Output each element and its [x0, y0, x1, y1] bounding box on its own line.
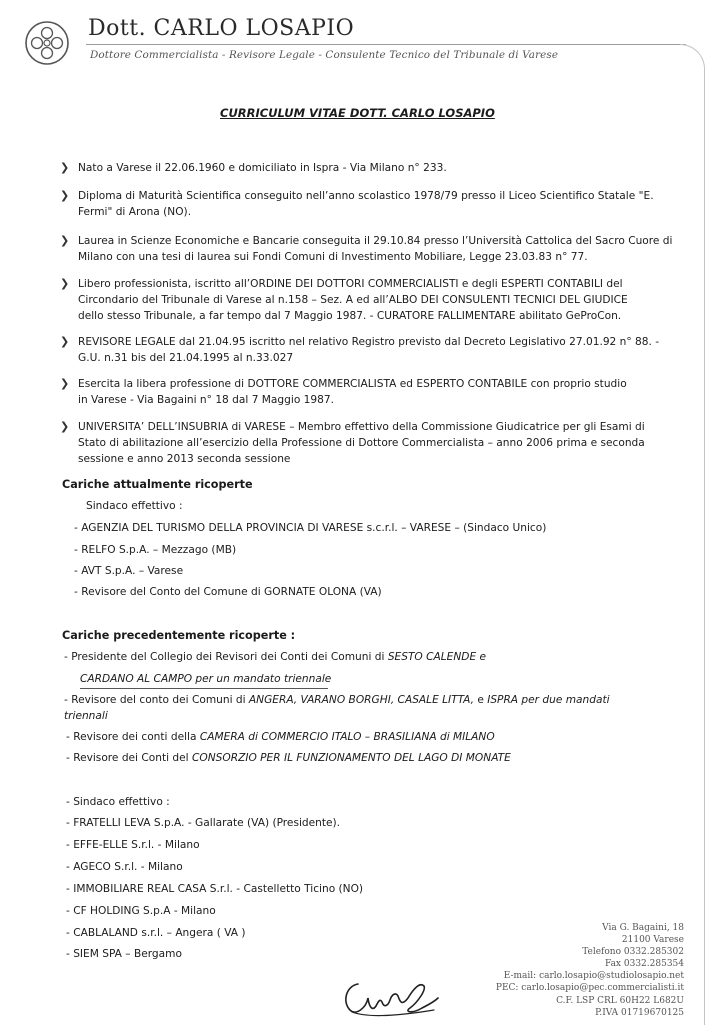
contact-line: C.F. LSP CRL 60H22 L682U	[556, 995, 684, 1006]
bullet-mark-icon: ❯	[60, 234, 70, 247]
bullet-line: Diploma di Maturità Scientifica conseguito nell’anno scolastico 1978/79 presso il Liceo Scientifico Statale "E.	[78, 190, 654, 202]
list-item: - EFFE-ELLE S.r.l. - Milano	[66, 839, 200, 851]
bullet-line: sessione e anno 2013 seconda sessione	[78, 453, 291, 465]
text: ANGERA, VARANO BORGHI, CASALE LITTA,	[248, 694, 478, 706]
handwritten-signature	[338, 972, 442, 1022]
previous-line-3	[66, 731, 495, 743]
list-item: - AGENZIA DEL TURISMO DELLA PROVINCIA DI VARESE s.c.r.l. – VARESE – (Sindaco Unico)	[74, 522, 547, 534]
underline-rule	[80, 688, 328, 689]
bullet-mark-icon: ❯	[60, 335, 70, 348]
bullet-mark-icon: ❯	[60, 161, 70, 174]
list-item: - FRATELLI LEVA S.p.A. - Gallarate (VA) (Presidente).	[66, 817, 341, 829]
previous-sindaco-label: - Sindaco effettivo :	[66, 796, 170, 808]
list-item: - Revisore del Conto del Comune di GORNATE OLONA (VA)	[74, 586, 382, 598]
text: - Revisore dei conti della	[66, 731, 200, 743]
contact-line: E-mail: carlo.losapio@studiolosapio.net	[503, 971, 684, 982]
logo-emblem-icon	[24, 20, 70, 66]
letterhead-name: Dott. CARLO LOSAPIO	[88, 16, 355, 41]
contact-block	[496, 922, 684, 1019]
text: SESTO CALENDE e	[387, 651, 487, 663]
bullet-item	[78, 276, 652, 324]
list-item: - AGECO S.r.l. - Milano	[66, 861, 183, 873]
text: CAMERA di COMMERCIO ITALO – BRASILIANA di MILANO	[199, 731, 495, 743]
letterhead-rule	[86, 44, 686, 45]
list-item: - RELFO S.p.A. – Mezzago (MB)	[74, 544, 237, 556]
bullet-item	[78, 376, 652, 408]
text: e	[477, 694, 488, 706]
contact-line: Via G. Bagaini, 18	[602, 923, 684, 933]
bullet-line: Milano con una tesi di laurea sui Fondi Comuni di Investimento Mobiliare, Legge 23.03.83 n° 77.	[78, 251, 588, 263]
bullet-mark-icon: ❯	[60, 189, 70, 202]
text: - Revisore del conto dei Comuni di	[64, 694, 249, 706]
previous-positions-heading: Cariche precedentemente ricoperte :	[62, 629, 296, 642]
list-item: - CF HOLDING S.p.A - Milano	[66, 905, 216, 917]
bullet-line: REVISORE LEGALE dal 21.04.95 iscritto nel relativo Registro previsto dal Decreto Legislativo 27.01.92 n° 88. -	[78, 336, 660, 348]
bullet-item	[78, 188, 652, 220]
contact-line: P.IVA 01719670125	[595, 1007, 684, 1018]
bullet-line: Laurea in Scienze Economiche e Bancarie conseguita il 29.10.84 presso l’Università Cattolica del Sacro Cuore di	[78, 235, 673, 247]
bullet-line: Libero professionista, iscritto all’ORDINE DEI DOTTORI COMMERCIALISTI e degli ESPERTI CONTABILI del	[78, 278, 623, 290]
page-edge	[680, 44, 705, 1025]
letterhead-subtitle: Dottore Commercialista - Revisore Legale - Consulente Tecnico del Tribunale di Varese	[90, 49, 559, 61]
list-item: - IMMOBILIARE REAL CASA S.r.l. - Castelletto Ticino (NO)	[66, 883, 364, 895]
list-item: - CABLALAND s.r.l. – Angera ( VA )	[66, 927, 246, 939]
bullet-item	[78, 419, 652, 467]
contact-line: 21100 Varese	[621, 935, 684, 946]
bullet-line: UNIVERSITA’ DELL’INSUBRIA di VARESE – Membro effettivo della Commissione Giudicatrice per gli Esami di	[78, 421, 645, 433]
bullet-line: dello stesso Tribunale, a far tempo dal 7 Maggio 1987. - CURATORE FALLIMENTARE abilitato GeProCon.	[78, 310, 622, 322]
previous-line-4	[66, 752, 511, 764]
bullet-line: in Varese - Via Bagaini n° 18 dal 7 Maggio 1987.	[78, 394, 334, 406]
bullet-line: Fermi" di Arona (NO).	[78, 206, 192, 218]
document-title: CURRICULUM VITAE DOTT. CARLO LOSAPIO	[220, 106, 495, 120]
previous-line-2	[64, 694, 610, 706]
bullet-mark-icon: ❯	[60, 277, 70, 290]
bullet-item	[78, 160, 652, 176]
bullet-line: Esercita la libera professione di DOTTORE COMMERCIALISTA ed ESPERTO CONTABILE con proprio studio	[78, 378, 627, 390]
bullet-line: Circondario del Tribunale di Varese al n.158 – Sez. A ed all’ALBO DEI CONSULENTI TECNICI DEL GIUDICE	[78, 294, 628, 306]
list-item: - SIEM SPA – Bergamo	[66, 948, 182, 960]
text: - Revisore dei Conti del	[66, 752, 192, 764]
current-positions-heading: Cariche attualmente ricoperte	[62, 478, 253, 491]
contact-line: Fax 0332.285354	[604, 959, 684, 970]
bullet-item	[78, 334, 660, 366]
bullet-line: Stato di abilitazione all’esercizio della Professione di Dottore Commercialista – anno 2006 prima e seconda	[78, 437, 645, 449]
previous-line-1b: CARDANO AL CAMPO per un mandato triennale	[80, 673, 332, 685]
text: - Presidente del Collegio dei Revisori dei Conti dei Comuni di	[64, 651, 388, 663]
previous-line-1	[64, 651, 486, 663]
contact-line: PEC: carlo.losapio@pec.commercialisti.it	[495, 983, 684, 994]
text: CONSORZIO PER IL FUNZIONAMENTO DEL LAGO DI MONATE	[191, 752, 511, 764]
list-item: - AVT S.p.A. – Varese	[74, 565, 184, 577]
bullet-mark-icon: ❯	[60, 377, 70, 390]
current-sindaco-label: Sindaco effettivo :	[86, 500, 183, 512]
bullet-mark-icon: ❯	[60, 420, 70, 433]
bullet-line: Nato a Varese il 22.06.1960 e domiciliato in Ispra - Via Milano n° 233.	[78, 162, 447, 174]
bullet-line: G.U. n.31 bis del 21.04.1995 al n.33.027	[78, 352, 294, 364]
previous-line-2b: triennali	[64, 710, 108, 722]
text: ISPRA per due mandati	[487, 694, 610, 706]
bullet-item	[78, 233, 673, 265]
contact-line: Telefono 0332.285302	[582, 947, 684, 958]
